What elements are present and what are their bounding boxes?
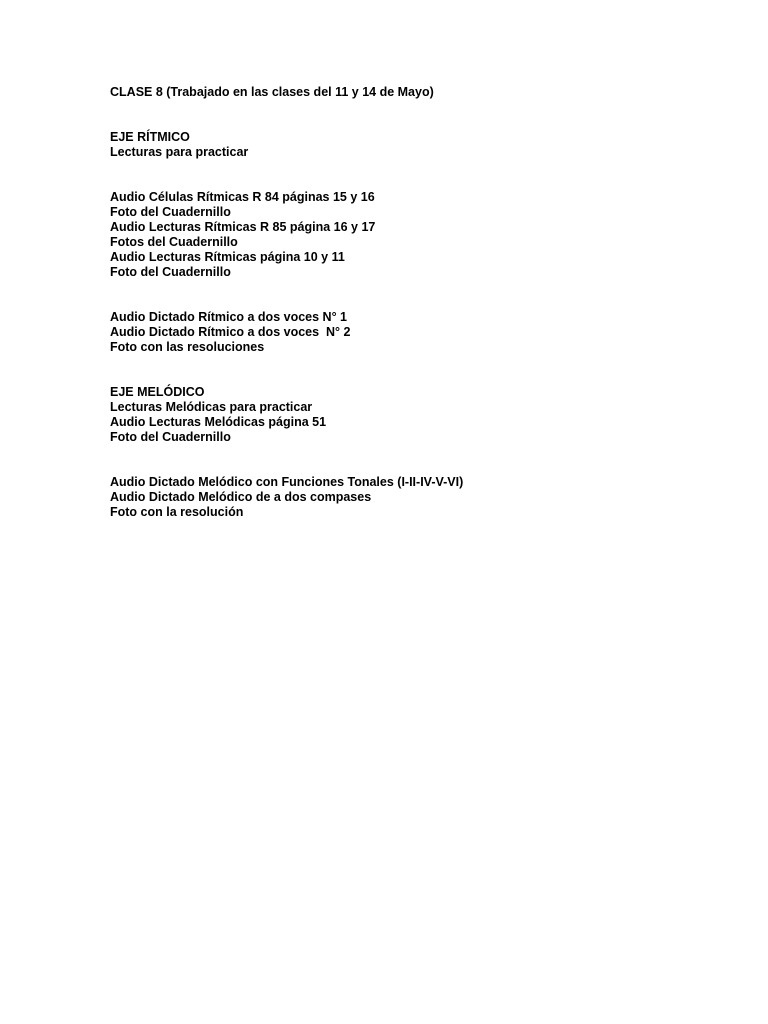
section-line: Fotos del Cuadernillo xyxy=(110,235,238,249)
section-line: Foto con la resolución xyxy=(110,505,244,519)
document-content xyxy=(110,85,710,520)
section-eje-melodico xyxy=(110,385,710,445)
section-line: Audio Dictado Rítmico a dos voces N° 1 xyxy=(110,310,347,324)
section-line: Audio Dictado Melódico de a dos compases xyxy=(110,490,372,504)
section-heading: EJE MELÓDICO xyxy=(110,385,205,399)
section-line: Audio Lecturas Rítmicas R 85 página 16 y 17 xyxy=(110,220,376,234)
section-dictado-melodico xyxy=(110,475,710,520)
spacer xyxy=(110,100,710,130)
spacer xyxy=(110,445,710,475)
section-audio-ritmicas xyxy=(110,190,710,280)
section-line: Audio Lecturas Melódicas página 51 xyxy=(110,415,327,429)
spacer xyxy=(110,160,710,190)
section-line: Foto del Cuadernillo xyxy=(110,205,231,219)
section-line: Foto del Cuadernillo xyxy=(110,430,231,444)
section-line: Lecturas Melódicas para practicar xyxy=(110,400,313,414)
section-dictado-ritmico xyxy=(110,310,710,355)
section-line: Audio Dictado Rítmico a dos voces N° 2 xyxy=(110,325,351,339)
section-line: Audio Células Rítmicas R 84 páginas 15 y 16 xyxy=(110,190,375,204)
spacer xyxy=(110,355,710,385)
section-line: Foto con las resoluciones xyxy=(110,340,265,354)
spacer xyxy=(110,280,710,310)
section-line: Audio Lecturas Rítmicas página 10 y 11 xyxy=(110,250,345,264)
section-heading: EJE RÍTMICO xyxy=(110,130,190,144)
section-line: Foto del Cuadernillo xyxy=(110,265,231,279)
section-line: Audio Dictado Melódico con Funciones Tonales (I-II-IV-V-VI) xyxy=(110,475,464,489)
section-eje-ritmico xyxy=(110,130,710,160)
section-line: Lecturas para practicar xyxy=(110,145,249,159)
document-title: CLASE 8 (Trabajado en las clases del 11 y 14 de Mayo) xyxy=(110,85,434,99)
